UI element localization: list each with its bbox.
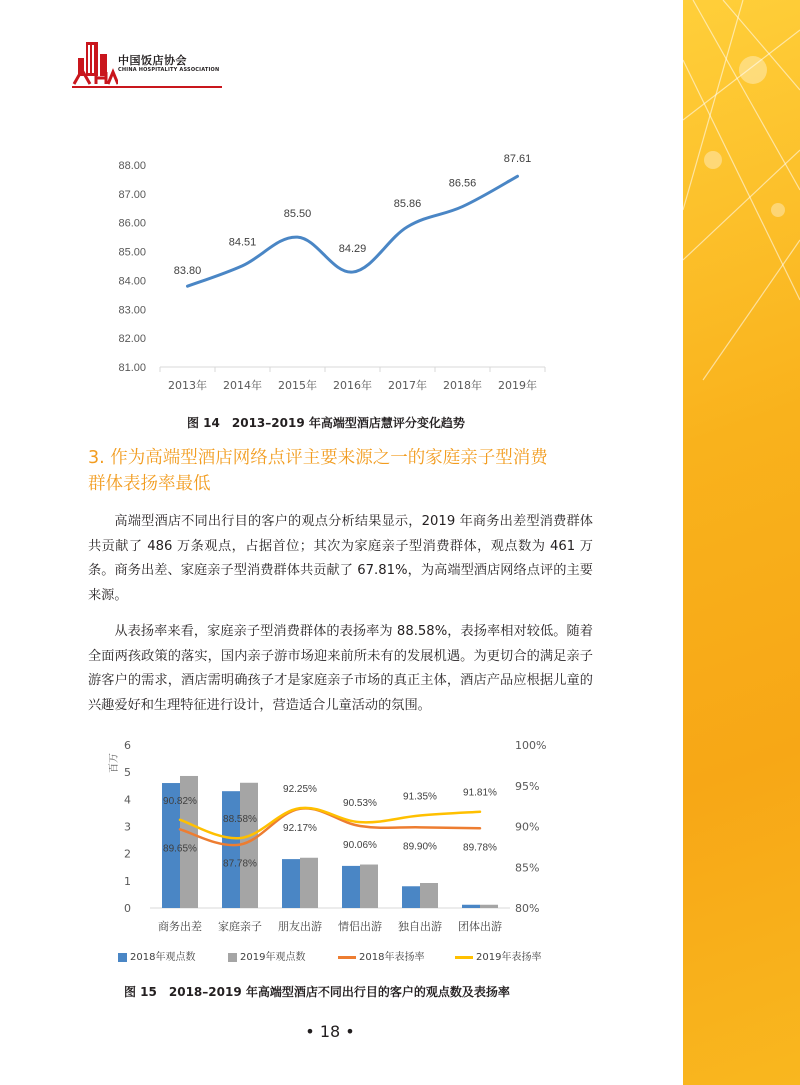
rate-label-2019: 92.25% <box>283 784 317 796</box>
rate-label-2018: 90.06% <box>343 840 377 852</box>
data-label: 87.61 <box>503 153 532 165</box>
data-label: 86.56 <box>448 177 477 190</box>
y-tick-label: 2 <box>124 847 131 861</box>
y2-tick-label: 80% <box>515 902 540 915</box>
y-tick-label: 87.00 <box>118 188 146 201</box>
rate-label-2018: 92.17% <box>283 822 317 834</box>
data-label: 84.51 <box>228 236 257 249</box>
y-tick-label: 81.00 <box>118 362 146 374</box>
paragraph-2-text: 从表扬率来看，家庭亲子型消费群体的表扬率为 88.58%，表扬率相对较低。随着全面两孩政策的落实，国内亲子游市场迎来前所未有的发展机遇。为更切合的满足亲子游客户的需求，酒店需明确孩子才是家庭亲子市场的真正主体，酒店产品应根据儿童的兴趣爱好和生理特征进行设计，营造适合儿童活动的氛围。 <box>88 624 593 713</box>
section-title-line1: 3. 作为高端型酒店网络点评主要来源之一的家庭亲子型消费 <box>88 448 548 468</box>
legend-2018-rate <box>338 948 424 963</box>
y-tick-label: 88.00 <box>118 160 146 172</box>
paragraph-1-text: 高端型酒店不同出行目的客户的观点分析结果显示，2019 年商务出差型消费群体共贡献了 486 万条观点，占据首位；其次为家庭亲子型消费群体，观点数为 461 万条。商务出差、家庭亲子型消费群体共贡献了 67.81%，为高端型酒店网络点评的主要来源。 <box>88 514 593 603</box>
x-tick-label: 2019年 <box>498 379 537 392</box>
legend-label: 2019年表扬率 <box>476 952 542 963</box>
legend-swatch <box>338 956 356 959</box>
figure-14-caption: 图 14 2013–2019 年高端型酒店慧评分变化趋势 <box>187 416 465 430</box>
page-number: • 18 • <box>305 1022 355 1041</box>
y-tick-label: 85.00 <box>118 246 146 259</box>
legend-swatch <box>118 953 127 962</box>
bar-2019 <box>480 905 498 908</box>
rate-label-2019: 90.82% <box>163 795 197 807</box>
data-label: 83.80 <box>173 265 202 278</box>
y2-tick-label: 90% <box>515 820 540 834</box>
chart-reviews-by-purpose <box>95 735 575 965</box>
y-tick-label: 6 <box>124 739 131 752</box>
y-tick-label: 4 <box>124 793 131 807</box>
bar-2019 <box>420 883 438 908</box>
bar-2018 <box>282 859 300 908</box>
bar-2019 <box>300 858 318 908</box>
data-label: 85.86 <box>393 197 422 210</box>
x-tick-label: 2017年 <box>388 379 427 392</box>
x-tick-label: 2013年 <box>168 379 207 392</box>
rate-label-2018: 87.78% <box>223 858 257 870</box>
x-tick-label: 2016年 <box>333 379 372 392</box>
y-tick-label: 86.00 <box>118 217 146 230</box>
x-tick-label: 情侣出游 <box>338 920 382 933</box>
org-name-en: CHINA HOSPITALITY ASSOCIATION <box>118 67 220 73</box>
y-tick-label: 83.00 <box>118 304 146 317</box>
y-tick-label: 3 <box>124 820 131 834</box>
rate-label-2018: 89.65% <box>163 843 197 855</box>
rate-label-2018: 89.78% <box>463 842 497 854</box>
score-trend-line <box>188 176 518 286</box>
legend-2018-count <box>118 948 195 963</box>
bar-2019 <box>240 783 258 908</box>
legend-label: 2018年观点数 <box>130 952 196 963</box>
section-title-line2: 群体表扬率最低 <box>88 474 211 494</box>
y-tick-label: 82.00 <box>118 333 146 346</box>
bar-2018 <box>222 791 240 908</box>
data-label: 84.29 <box>338 243 367 256</box>
legend-label: 2018年表扬率 <box>359 952 425 963</box>
y2-tick-label: 100% <box>515 739 547 752</box>
y-tick-label: 0 <box>124 902 131 915</box>
legend-label: 2019年观点数 <box>240 952 306 963</box>
org-name-cn: 中国饭店协会 <box>118 54 187 67</box>
x-tick-label: 家庭亲子 <box>218 920 262 933</box>
paragraph-2 <box>88 620 593 718</box>
x-tick-label: 朋友出游 <box>278 920 322 933</box>
x-tick-label: 团体出游 <box>458 920 502 933</box>
x-tick-label: 商务出差 <box>158 920 202 933</box>
x-tick-label: 独自出游 <box>398 920 442 933</box>
figure-15-caption: 图 15 2018–2019 年高端型酒店不同出行目的客户的观点数及表扬率 <box>124 985 510 999</box>
y-tick-label: 84.00 <box>118 275 146 288</box>
x-tick-label: 2014年 <box>223 379 262 392</box>
legend-swatch <box>228 953 237 962</box>
bar-2018 <box>342 866 360 908</box>
rate-label-2019: 91.81% <box>463 787 497 799</box>
data-label: 85.50 <box>283 208 312 221</box>
legend-swatch <box>455 956 473 959</box>
y2-tick-label: 85% <box>515 861 540 875</box>
y-tick-label: 1 <box>124 874 131 888</box>
y2-tick-label: 95% <box>515 779 540 793</box>
chart-hotel-score-trend <box>95 150 555 405</box>
paragraph-1 <box>88 510 593 608</box>
bar-2019 <box>360 865 378 908</box>
legend-2019-rate <box>455 948 541 963</box>
rate-label-2019: 91.35% <box>403 791 437 803</box>
x-tick-label: 2015年 <box>278 379 317 392</box>
x-tick-label: 2018年 <box>443 379 482 392</box>
chart-15-legend <box>118 948 578 962</box>
rate-label-2018: 89.90% <box>403 841 437 853</box>
bar-2018 <box>402 886 420 908</box>
rate-label-2019: 88.58% <box>223 814 257 826</box>
y-axis-label: 百万 <box>109 753 120 773</box>
y-tick-label: 5 <box>124 766 131 780</box>
rate-label-2019: 90.53% <box>343 798 377 810</box>
bar-2018 <box>462 905 480 908</box>
legend-2019-count <box>228 948 305 963</box>
decorative-side-band <box>683 0 800 1085</box>
header-rule <box>72 86 222 88</box>
